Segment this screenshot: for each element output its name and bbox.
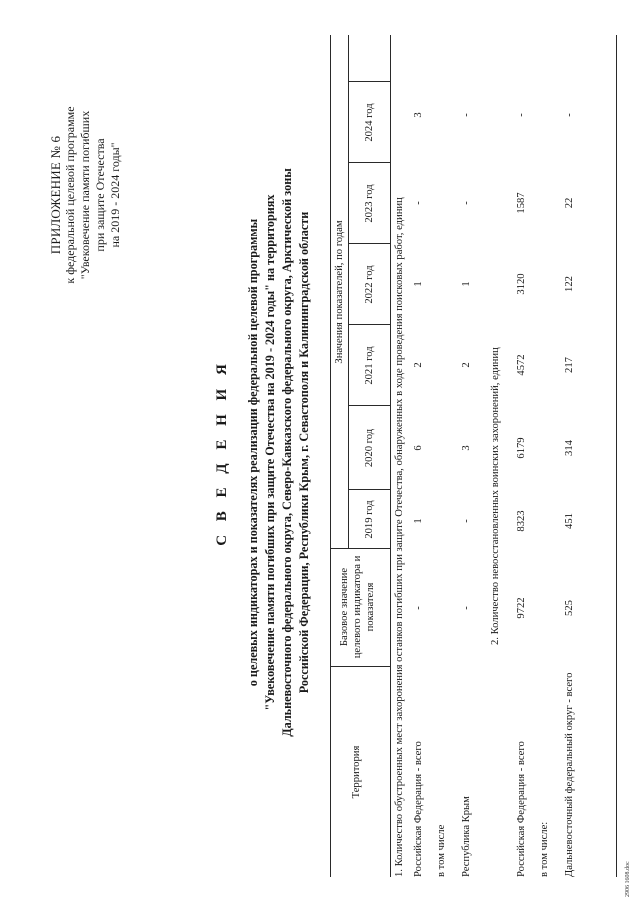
value-cell: 6179 (516, 437, 527, 459)
document-title: С В Е Д Е Н И Я (214, 359, 230, 546)
value-cell: 1587 (516, 192, 527, 214)
appendix-line: "Увековечение памяти погибших (78, 110, 92, 280)
value-cell: - (413, 201, 424, 205)
value-cell: 451 (564, 513, 575, 529)
value-cell: 1 (413, 281, 424, 287)
appendix-line: при защите Отечества (93, 138, 107, 252)
base-value-header: Базовое значение целевого индикатора и показателя (339, 555, 376, 659)
row-label: Российская Федерация - всего (413, 741, 424, 877)
value-cell: 3 (461, 445, 472, 451)
value-cell: 2 (413, 362, 424, 368)
row-label: в том числе: (539, 821, 550, 877)
heading-line: "Увековечение памяти погибших при защите Отечества на 2019 - 2024 годы" на территориях (263, 194, 277, 711)
year-2024-header: 2024 год (364, 103, 375, 142)
section-title: 2. Количество невосстановленных воинских захоронений, единиц (490, 347, 501, 645)
table-bottom-rule (616, 35, 617, 877)
value-cell: 22 (564, 197, 575, 209)
value-cell: 3 (413, 112, 424, 118)
heading-line: о целевых индикаторах и показателях реализации федеральной целевой программы (246, 218, 260, 687)
by-year-header: Значения показателей, по годам (334, 220, 345, 364)
document-heading (214, 0, 313, 905)
appendix-line: на 2019 - 2024 годы" (108, 142, 122, 248)
value-cell: 6 (413, 445, 424, 451)
document-file-code: 2906 1608.doc (625, 861, 631, 897)
value-cell: 1 (413, 518, 424, 524)
value-cell: 2 (461, 362, 472, 368)
row-label: Республика Крым (461, 796, 472, 877)
value-cell: - (516, 113, 527, 117)
territory-header: Территория (351, 745, 362, 799)
value-cell: - (564, 113, 575, 117)
value-cell: 4572 (516, 354, 527, 376)
header-bottom-rule (390, 35, 391, 877)
row-label: в том числе (436, 824, 447, 877)
value-cell: 1 (461, 281, 472, 287)
year-2020-header: 2020 год (364, 428, 375, 468)
base-value-cell: 9722 (516, 597, 527, 619)
section-title: 1. Количество обустроенных мест захоронения останков погибших при защите Отечества, обнаруженных в ходе проведения поисковых работ, единиц (394, 197, 405, 877)
year-2021-header: 2021 год (364, 346, 375, 385)
year-2022-header: 2022 год (364, 265, 375, 304)
year-2023-header: 2023 год (364, 184, 375, 223)
heading-line: Российской Федерации, Республики Крым, г. Севастополя и Калининградской области (297, 211, 311, 694)
appendix-header (48, 75, 123, 315)
value-cell: - (461, 201, 472, 205)
value-cell: 3120 (516, 273, 527, 295)
year-group-rule (348, 35, 349, 549)
year-2019-header: 2019 год (364, 500, 375, 539)
value-cell: 8323 (516, 510, 527, 532)
value-cell: - (461, 113, 472, 117)
heading-line: Дальневосточного федерального округа, Северо-Кавказского федерального округа, Арктической зоны (280, 168, 294, 737)
row-label: Дальневосточный федеральный округ - всего (564, 672, 575, 877)
row-label: Российская Федерация - всего (516, 741, 527, 877)
value-cell: - (461, 519, 472, 523)
base-value-cell: - (413, 606, 424, 610)
base-value-cell: 525 (564, 600, 575, 616)
value-cell: 314 (564, 440, 575, 456)
value-cell: 217 (564, 357, 575, 373)
appendix-title: ПРИЛОЖЕНИЕ № 6 (48, 135, 63, 255)
appendix-line: к федеральной целевой программе (63, 106, 77, 284)
table-top-rule (330, 35, 331, 877)
value-cell: 122 (564, 276, 575, 292)
base-value-cell: - (461, 606, 472, 610)
